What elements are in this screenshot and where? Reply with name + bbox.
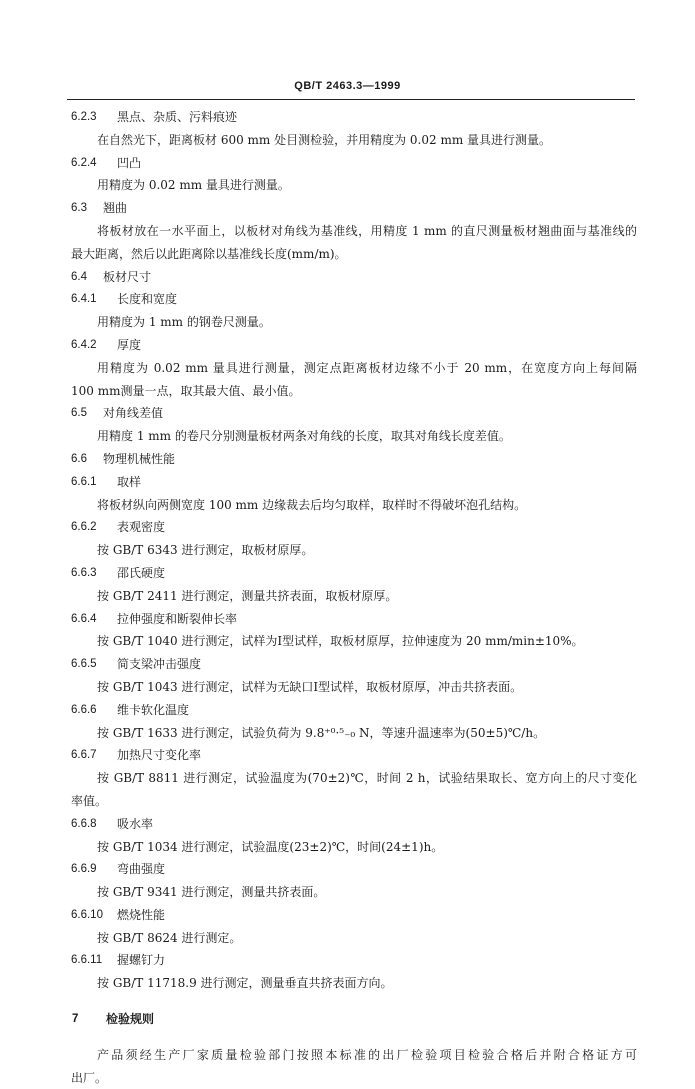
paragraph-line <box>0 174 695 197</box>
paragraph-line <box>0 357 695 380</box>
section-title: 检验规则 <box>106 1012 155 1027</box>
paragraph-line <box>0 927 695 950</box>
paragraph-line <box>0 129 695 152</box>
paragraph-line <box>0 722 695 745</box>
section-number: 6.2.4 <box>71 156 97 169</box>
section-number: 6.5 <box>71 407 87 420</box>
section-number: 6.6.9 <box>71 863 97 876</box>
section-title: 物理机械性能 <box>103 451 176 466</box>
paragraph-line <box>0 676 695 699</box>
section-title: 黑点、杂质、污料痕迹 <box>117 110 238 124</box>
spacer <box>0 1031 695 1044</box>
body-text: 用精度 1 mm 的卷尺分别测量板材两条对角线的长度，取其对角线长度差值。 <box>97 429 511 444</box>
document-body <box>0 106 695 1089</box>
paragraph-line <box>0 767 695 790</box>
body-text: 按 GB/T 8624 进行测定。 <box>97 930 242 945</box>
body-text: 用精度为 0.02 mm 量具进行测量。 <box>97 178 290 193</box>
section-heading <box>0 448 695 471</box>
section-number: 6.4.2 <box>71 338 97 351</box>
section-number: 6.6.4 <box>71 612 97 625</box>
section-heading <box>0 699 695 722</box>
body-text: 100 mm测量一点，取其最大值、最小值。 <box>71 383 301 398</box>
section-title: 邵氏硬度 <box>117 565 166 580</box>
section-number: 6.6.3 <box>71 566 97 579</box>
section-title: 吸水率 <box>117 816 154 831</box>
paragraph-continuation <box>0 243 695 266</box>
section-heading <box>0 562 695 585</box>
body-text: 按 GB/T 1034 进行测定，试验温度(23±2)℃，时间(24±1)h。 <box>97 839 444 854</box>
paragraph-line <box>0 972 695 995</box>
section-title: 凹凸 <box>117 155 142 170</box>
body-text: 按 GB/T 1633 进行测定，试验负荷为 9.8⁺⁰·⁵₋₀ N，等速升温速率为(50±5)℃/h。 <box>97 725 546 740</box>
body-text: 用精度为 0.02 mm 量具进行测量，测定点距离板材边缘不小于 20 mm，在宽度方向上每间隔 <box>97 360 637 375</box>
section-title: 对角线差值 <box>103 406 164 421</box>
section-heading <box>0 197 695 220</box>
section-number: 6.2.3 <box>71 111 97 123</box>
section-number: 6.6.7 <box>71 749 97 762</box>
body-text: 按 GB/T 11718.9 进行测定，测量垂直共挤表面方向。 <box>97 976 393 991</box>
section-number: 6.6 <box>71 452 87 465</box>
body-text: 在自然光下，距离板材 600 mm 处目测检验，并用精度为 0.02 mm 量具进行测量。 <box>97 132 552 147</box>
section-heading <box>0 744 695 767</box>
paragraph-continuation <box>0 380 695 403</box>
body-text: 将板材纵向两侧宽度 100 mm 边缘裁去后均匀取样，取样时不得破坏泡孔结构。 <box>97 497 527 512</box>
section-number: 6.3 <box>71 202 87 215</box>
paragraph-line <box>0 881 695 904</box>
header-rule <box>67 99 635 100</box>
section-title: 表观密度 <box>117 520 166 535</box>
section-heading <box>0 813 695 836</box>
section-number: 6.6.6 <box>71 703 97 716</box>
paragraph-line <box>0 539 695 562</box>
section-title: 取样 <box>117 474 142 489</box>
body-text: 按 GB/T 1043 进行测定，试样为无缺口Ⅰ型试样，取板材原厚，冲击共挤表面。 <box>97 679 523 694</box>
section-title: 板材尺寸 <box>103 269 152 284</box>
section-heading <box>0 106 695 129</box>
paragraph-line <box>0 585 695 608</box>
section-heading <box>0 608 695 631</box>
body-text: 最大距离，然后以此距离除以基准线长度(mm/m)。 <box>71 246 347 261</box>
section-heading <box>0 402 695 425</box>
section-heading <box>0 949 695 972</box>
section-heading <box>0 904 695 927</box>
spacer <box>0 995 695 1008</box>
section-title: 长度和宽度 <box>117 292 178 307</box>
section-number: 7 <box>72 1013 79 1026</box>
section-title: 弯曲强度 <box>117 862 166 877</box>
section-title: 厚度 <box>117 337 142 352</box>
paragraph-continuation <box>0 790 695 813</box>
section-title: 翘曲 <box>103 201 128 216</box>
section-number: 6.6.10 <box>71 908 103 921</box>
section-number: 6.6.5 <box>71 658 97 671</box>
section-heading <box>0 266 695 289</box>
section-heading <box>0 471 695 494</box>
section-number: 6.6.8 <box>71 817 97 830</box>
section-heading <box>0 288 695 311</box>
body-text: 按 GB/T 6343 进行测定，取板材原厚。 <box>97 543 314 558</box>
body-text: 按 GB/T 9341 进行测定，测量共挤表面。 <box>97 885 326 900</box>
section-title: 握螺钉力 <box>117 953 166 968</box>
section-title: 维卡软化温度 <box>117 702 190 717</box>
body-text: 用精度为 1 mm 的钢卷尺测量。 <box>97 315 271 330</box>
page-header: QB/T 2463.3—1999 <box>294 80 401 92</box>
paragraph-line <box>0 311 695 334</box>
section-heading <box>0 653 695 676</box>
section-number: 6.6.2 <box>71 521 97 534</box>
section-heading <box>0 1008 695 1031</box>
section-title: 加热尺寸变化率 <box>117 748 202 763</box>
section-number: 6.4 <box>71 270 87 283</box>
body-text: 产品须经生产厂家质量检验部门按照本标准的出厂检验项目检验合格后并附合格证方可 <box>97 1047 637 1062</box>
paragraph-line <box>0 630 695 653</box>
paragraph-line <box>0 1044 695 1067</box>
section-number: 6.6.11 <box>71 954 103 967</box>
section-number: 6.4.1 <box>71 293 97 306</box>
body-text: 出厂。 <box>71 1070 108 1085</box>
body-text: 按 GB/T 8811 进行测定，试验温度为(70±2)℃，时间 2 h，试验结果取长、宽方向上的尺寸变化 <box>97 771 637 786</box>
section-heading <box>0 516 695 539</box>
paragraph-continuation <box>0 1067 695 1089</box>
paragraph-line <box>0 836 695 859</box>
body-text: 按 GB/T 2411 进行测定，测量共挤表面，取板材原厚。 <box>97 588 398 603</box>
body-text: 将板材放在一水平面上，以板材对角线为基准线，用精度 1 mm 的直尺测量板材翘曲面与基准线的 <box>97 223 637 238</box>
section-heading <box>0 152 695 175</box>
section-heading <box>0 858 695 881</box>
paragraph-line <box>0 220 695 243</box>
section-number: 6.6.1 <box>71 475 97 488</box>
paragraph-line <box>0 425 695 448</box>
body-text: 率值。 <box>71 793 108 808</box>
section-title: 简支梁冲击强度 <box>117 657 202 672</box>
body-text: 按 GB/T 1040 进行测定，试样为Ⅰ型试样，取板材原厚，拉伸速度为 20 mm/min±10%。 <box>97 634 584 649</box>
paragraph-line <box>0 494 695 517</box>
section-heading <box>0 334 695 357</box>
section-title: 拉伸强度和断裂伸长率 <box>117 611 238 626</box>
section-title: 燃烧性能 <box>117 907 166 922</box>
